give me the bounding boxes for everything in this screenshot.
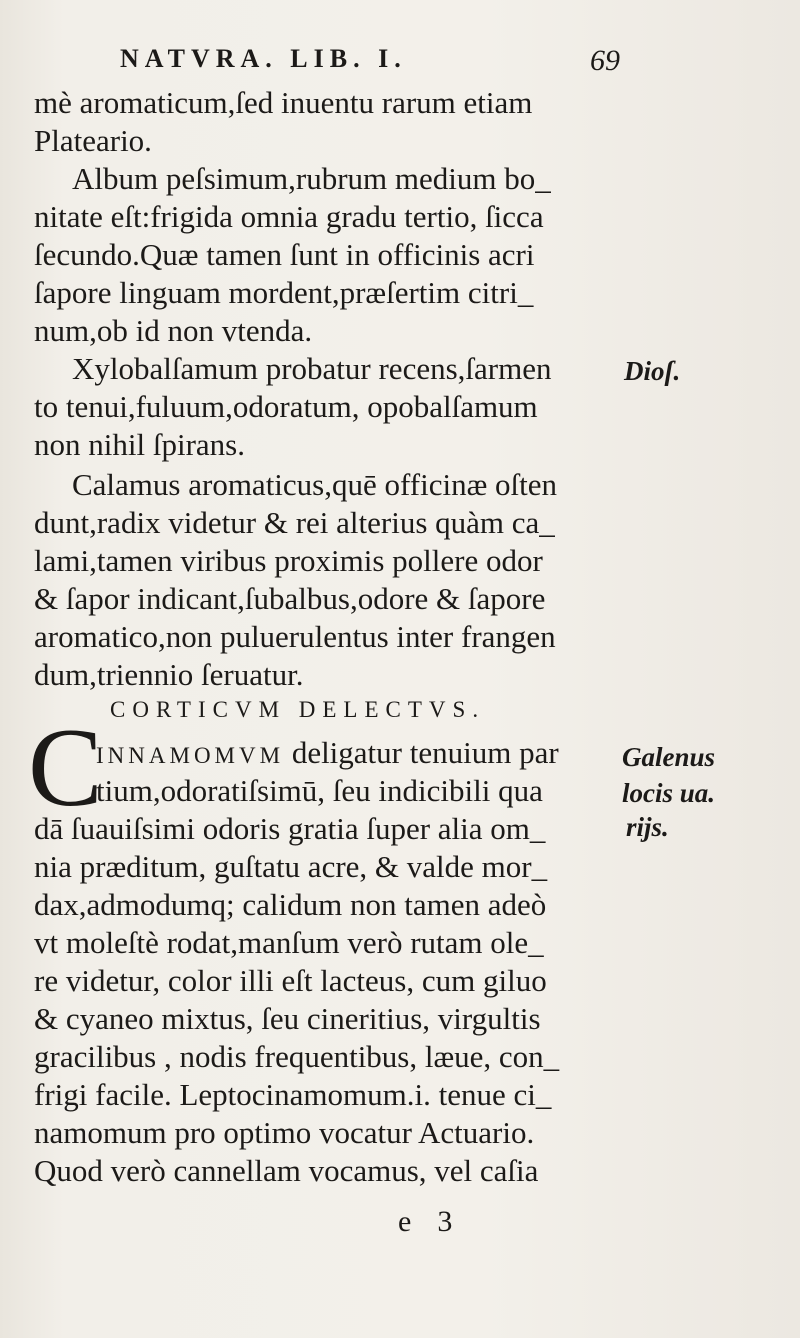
text-line: Plateario.	[34, 123, 152, 158]
page-number: 69	[590, 44, 620, 77]
text-line: to tenui,fuluum,odoratum, opobalſamum	[34, 389, 538, 424]
text-line: gracilibus , nodis frequentibus, læue, con_	[34, 1039, 560, 1074]
section-heading: CORTICVM DELECTVS.	[110, 697, 486, 722]
text-line: nitate eſt:frigida omnia gradu tertio, ſicca	[34, 199, 544, 234]
signature-number: 3	[437, 1205, 479, 1238]
text-line: ſecundo.Quæ tamen ſunt in officinis acri	[34, 237, 535, 272]
margin-note-galenus: Galenus	[622, 742, 716, 772]
text-line: Xylobalſamum probatur recens,ſarmen	[72, 351, 552, 386]
text-line: & ſapor indicant,ſubalbus,odore & ſapore	[34, 581, 546, 616]
smallcaps-word: INNAMOMVM	[96, 743, 285, 768]
running-title: NATVRA. LIB. I.	[120, 44, 407, 73]
text-line: num,ob id non vtenda.	[34, 313, 313, 348]
signature-mark	[398, 1205, 478, 1239]
text-line: frigi facile. Leptocinamomum.i. tenue ci_	[34, 1077, 552, 1112]
text-line: Calamus aromaticus,quē officinæ oſten	[72, 467, 557, 502]
text-line: Quod verò cannellam vocamus, vel caſia	[34, 1153, 539, 1188]
text-line: tium,odoratiſsimū, ſeu indicibili qua	[96, 773, 543, 808]
margin-note-locis: locis ua.	[622, 778, 716, 808]
signature-letter: e	[398, 1205, 438, 1238]
text-line: dum,triennio ſeruatur.	[34, 657, 304, 692]
text-line: re videtur, color illi eſt lacteus, cum giluo	[34, 963, 547, 998]
text-line-rest: deligatur tenuium par	[291, 735, 559, 770]
text-line: Album peſsimum,rubrum medium bo_	[72, 161, 551, 196]
drop-cap: C	[28, 706, 103, 830]
margin-note-rijs: rijs.	[626, 812, 669, 842]
text-line: dax,admodumq; calidum non tamen adeò	[34, 887, 547, 922]
text-line: lami,tamen viribus proximis pollere odor	[34, 543, 543, 578]
text-line: dā ſuauiſsimi odoris gratia ſuper alia om_	[34, 811, 546, 846]
text-line	[96, 734, 559, 775]
text-line: vt moleſtè rodat,manſum verò rutam ole_	[34, 925, 544, 960]
text-line: mè aromaticum,ſed inuentu rarum etiam	[34, 85, 533, 120]
text-line: non nihil ſpirans.	[34, 427, 245, 462]
text-line: aromatico,non puluerulentus inter frangen	[34, 619, 556, 654]
text-line: dunt,radix videtur & rei alterius quàm ca_	[34, 505, 555, 540]
text-line: nia præditum, guſtatu acre, & valde mor_	[34, 849, 548, 884]
text-line: & cyaneo mixtus, ſeu cineritius, virgultis	[34, 1001, 541, 1036]
margin-note-dioscorides: Dioſ.	[624, 356, 681, 386]
text-line: ſapore linguam mordent,præſertim citri_	[34, 275, 534, 310]
text-line: namomum pro optimo vocatur Actuario.	[34, 1115, 535, 1150]
